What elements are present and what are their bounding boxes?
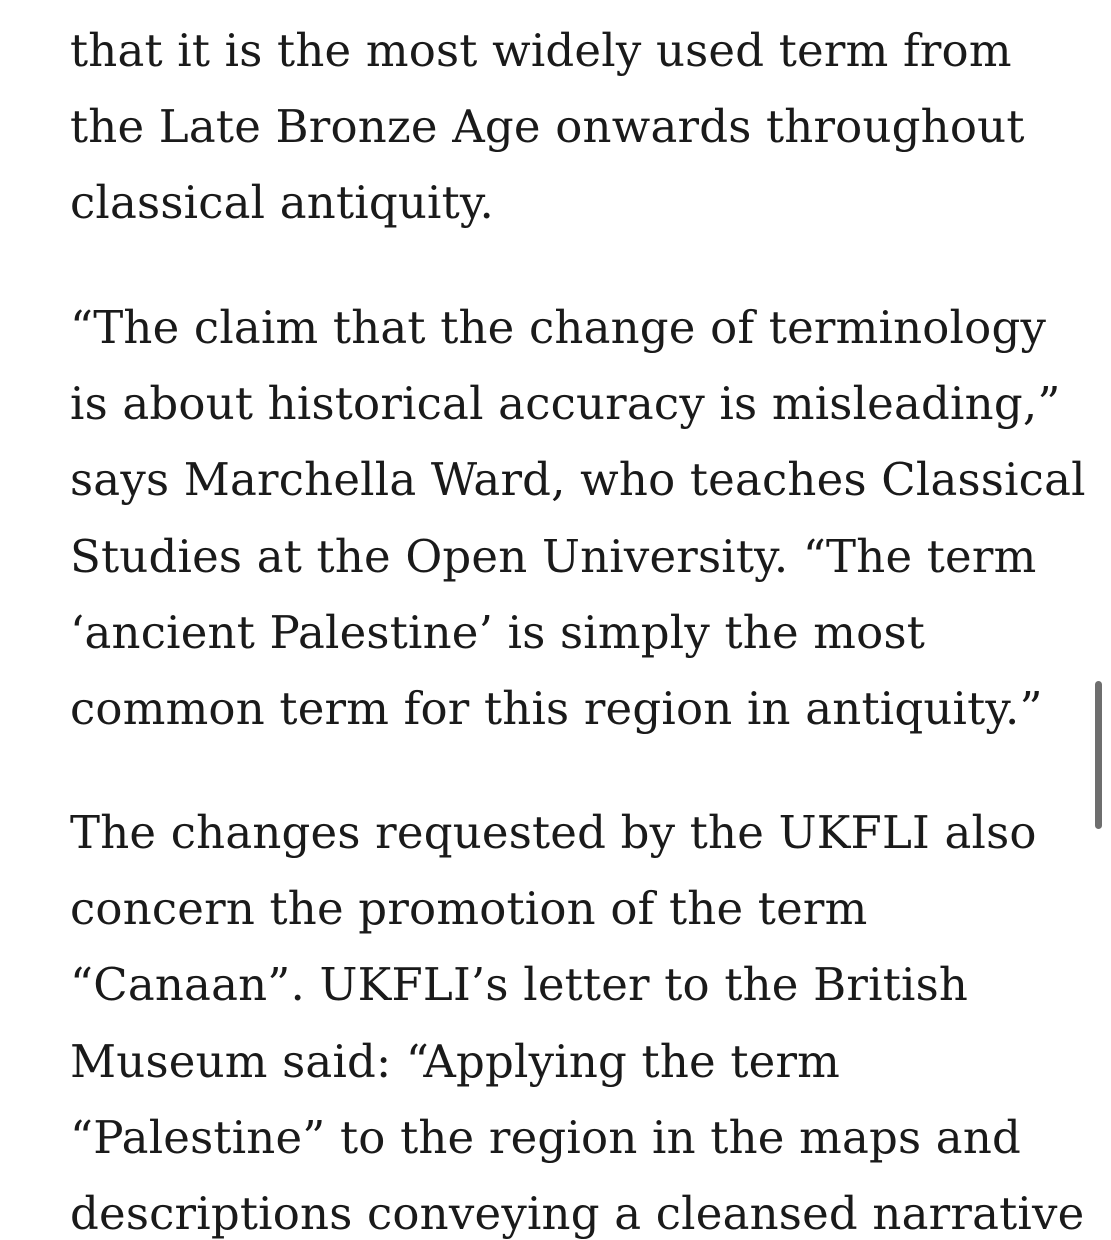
text-line: descriptions conveying a cleansed narrative	[70, 1187, 1085, 1240]
text-line: Museum said: “Applying the term	[70, 1035, 841, 1088]
vertical-scrollbar-thumb[interactable]	[1095, 681, 1102, 829]
text-line: the Late Bronze Age onwards throughout	[70, 100, 1025, 153]
text-line: “Palestine” to the region in the maps and	[70, 1111, 1022, 1164]
text-line: concern the promotion of the term	[70, 882, 868, 935]
text-line: The changes requested by the UKFLI also	[70, 806, 1037, 859]
text-line: is about historical accuracy is misleading,”	[70, 377, 1061, 430]
text-line: “Canaan”. UKFLI’s letter to the British	[70, 958, 969, 1011]
text-line: that it is the most widely used term from	[70, 24, 1012, 77]
text-line: says Marchella Ward, who teaches Classical	[70, 453, 1086, 506]
text-line: “The claim that the change of terminology	[70, 301, 1047, 354]
text-line: common term for this region in antiquity.”	[70, 682, 1043, 735]
text-line: Studies at the Open University. “The term	[70, 530, 1037, 583]
text-line: classical antiquity.	[70, 176, 495, 229]
text-line: ‘ancient Palestine’ is simply the most	[70, 606, 926, 659]
